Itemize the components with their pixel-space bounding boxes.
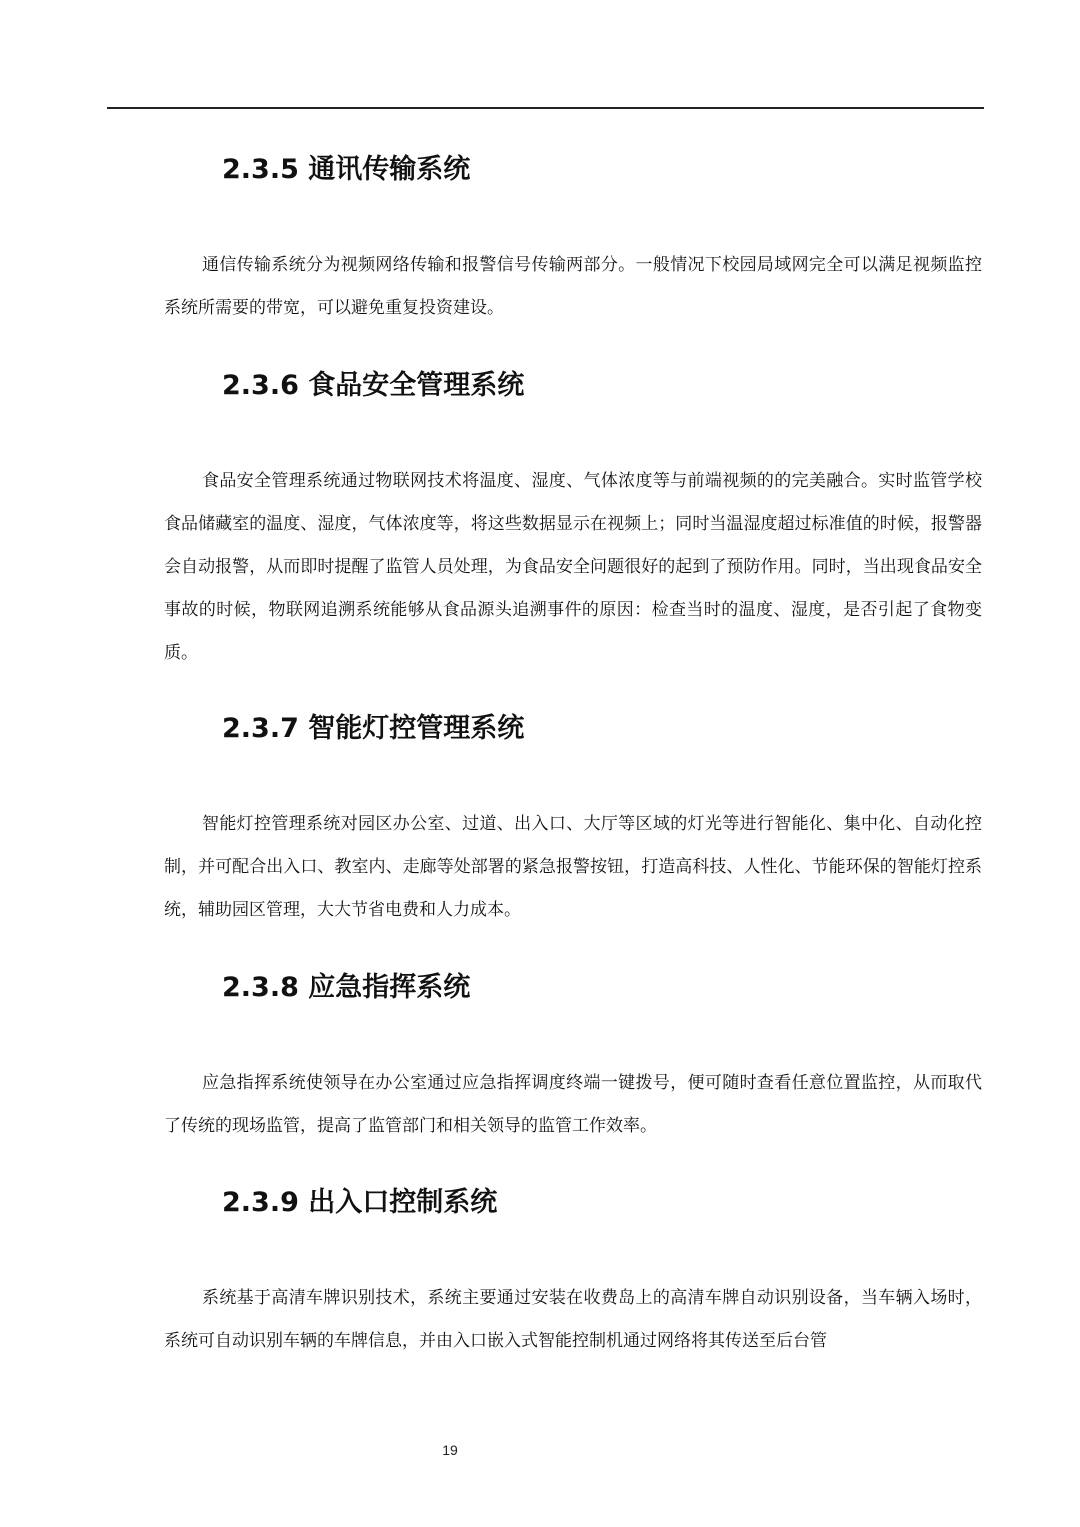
section-heading-2-3-9: 2.3.9 出入口控制系统: [222, 1187, 498, 1218]
section-paragraph-2-3-8: 应急指挥系统使领导在办公室通过应急指挥调度终端一键拨号，便可随时查看任意位置监控，从而取代了传统的现场监管，提高了监管部门和相关领导的监管工作效率。: [164, 1073, 982, 1136]
header-rule: [107, 107, 984, 109]
section-paragraph-2-3-9: 系统基于高清车牌识别技术，系统主要通过安装在收费岛上的高清车牌自动识别设备，当车辆入场时，系统可自动识别车辆的车牌信息，并由入口嵌入式智能控制机通过网络将其传送至后台管: [164, 1288, 982, 1351]
section-paragraph-2-3-5: 通信传输系统分为视频网络传输和报警信号传输两部分。一般情况下校园局域网完全可以满足视频监控系统所需要的带宽，可以避免重复投资建设。: [164, 255, 982, 318]
section-paragraph-2-3-6: 食品安全管理系统通过物联网技术将温度、湿度、气体浓度等与前端视频的的完美融合。实时监管学校食品储藏室的温度、湿度，气体浓度等，将这些数据显示在视频上；同时当温湿度超过标准值的时候，报警器会自动报警，从而即时提醒了监管人员处理，为食品安全问题很好的起到了预防作用。同时，当出现食品安全事故的时候，物联网追溯系统能够从食品源头追溯事件的原因：检查当时的温度、湿度，是否引起了食物变质。: [164, 471, 982, 663]
section-heading-2-3-5: 2.3.5 通讯传输系统: [222, 154, 471, 185]
section-heading-2-3-7: 2.3.7 智能灯控管理系统: [222, 713, 525, 744]
page-number: 19: [442, 1442, 458, 1458]
section-heading-2-3-6: 2.3.6 食品安全管理系统: [222, 370, 525, 401]
section-heading-2-3-8: 2.3.8 应急指挥系统: [222, 972, 471, 1003]
section-paragraph-2-3-7: 智能灯控管理系统对园区办公室、过道、出入口、大厅等区域的灯光等进行智能化、集中化、自动化控制，并可配合出入口、教室内、走廊等处部署的紧急报警按钮，打造高科技、人性化、节能环保的智能灯控系统，辅助园区管理，大大节省电费和人力成本。: [164, 814, 982, 920]
